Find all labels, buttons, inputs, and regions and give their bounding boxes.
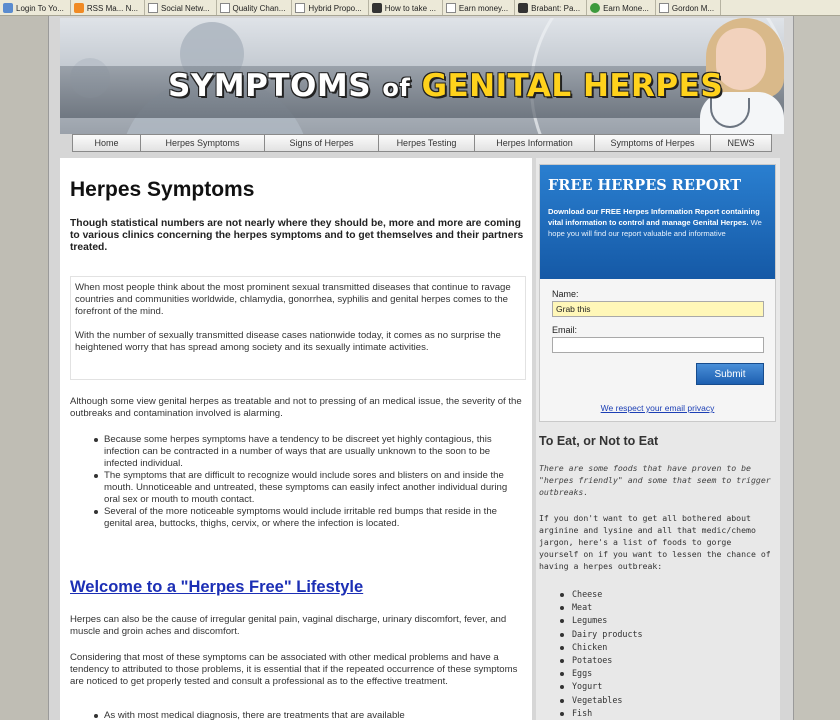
page-icon	[220, 3, 230, 13]
sidebar-note: There are some foods that have proven to be "herpes friendly" and some that seem to trigger outbreaks.	[539, 463, 771, 497]
page-icon	[590, 3, 600, 13]
rss-icon	[74, 3, 84, 13]
report-signup-box	[539, 164, 776, 422]
body-paragraph: Considering that most of these symptoms can be associated with other medical problems and have a tendency to attributed to those problems, it is essential that if the repeated occurrence of these symptoms are noticed to get properly tested and consult a professional as to the effective treatment.	[70, 652, 518, 687]
bookmark-item[interactable]: Brabant: Pa...	[515, 0, 587, 16]
nav-home[interactable]: Home	[73, 135, 141, 151]
sidebar-paragraph: If you don't want to get all bothered about arginine and lysine and all that medic/chemo jargon, here's a list of foods to gorge yourself on if you want to lessen the chance of having a herpes outbreak:	[539, 513, 771, 571]
food-item: Potatoes	[560, 654, 643, 667]
food-item: Meat	[560, 601, 643, 614]
bookmark-item[interactable]: Earn money...	[443, 0, 515, 16]
bookmark-item[interactable]: Login To Yo...	[0, 0, 71, 16]
treatment-list	[94, 710, 524, 720]
food-item: Cheese	[560, 588, 643, 601]
submit-button[interactable]: Submit	[696, 363, 764, 385]
window-edge	[794, 16, 840, 720]
page-icon	[3, 3, 13, 13]
food-item: Vegetables	[560, 694, 643, 707]
nav-symptoms-of-herpes[interactable]: Symptoms of Herpes	[595, 135, 711, 151]
page-icon	[372, 3, 382, 13]
nav-herpes-testing[interactable]: Herpes Testing	[379, 135, 475, 151]
herpes-free-link[interactable]: Welcome to a "Herpes Free" Lifestyle	[70, 578, 364, 596]
bookmark-item[interactable]: Hybrid Propo...	[292, 0, 368, 16]
body-paragraph: Although some view genital herpes as treatable and not to pressing of an medical issue, the severity of the outbreaks and contamination involved is alarming.	[70, 396, 522, 419]
food-item: Legumes	[560, 614, 643, 627]
food-item: Chicken	[560, 641, 643, 654]
page-icon	[295, 3, 305, 13]
nav-news[interactable]: NEWS	[711, 135, 771, 151]
food-list	[560, 588, 643, 720]
sidebar-heading: To Eat, or Not to Eat	[539, 434, 659, 448]
food-item: Yogurt	[560, 680, 643, 693]
body-paragraph: Herpes can also be the cause of irregular genital pain, vaginal discharge, urinary discomfort, fever, and muscle and groin aches and discomfort.	[70, 614, 507, 637]
bookmark-item[interactable]: Gordon M...	[656, 0, 721, 16]
food-item: Fish	[560, 707, 643, 720]
nav-herpes-information[interactable]: Herpes Information	[475, 135, 595, 151]
report-description: Download our FREE Herpes Information Report containing vital information to control and manage Genital Herpes. We hope you will find our report valuable and informative	[548, 207, 762, 238]
bookmark-item[interactable]: How to take ...	[369, 0, 443, 16]
sidebar	[536, 158, 780, 720]
bookmark-item[interactable]: Social Netw...	[145, 0, 216, 16]
list-item: As with most medical diagnosis, there are treatments that are available	[94, 710, 524, 720]
info-paragraph: When most people think about the most prominent sexual transmitted diseases that continue to ravage countries and communities worldwide, chlamydia, gonorrhea, syphilis and genital herpes comes to the forefront of the mind.	[75, 282, 511, 317]
list-item: The symptoms that are difficult to recognize would include sores and blisters on and inside the mouth. Unnoticeable and untreated, these symptoms can easily infect another individual during oral sex or mouth to mouth contact.	[94, 470, 524, 506]
page-icon	[518, 3, 528, 13]
food-item: Eggs	[560, 667, 643, 680]
bookmark-item[interactable]: Quality Chan...	[217, 0, 293, 16]
report-title: FREE HERPES REPORT	[548, 177, 741, 194]
intro-paragraph: Though statistical numbers are not nearly where they should be, more and more are coming to various clinics concerning the herpes symptoms and to get themselves and their partners treated.	[70, 218, 524, 253]
email-field[interactable]	[552, 337, 764, 353]
bookmark-item[interactable]: Earn Mone...	[587, 0, 656, 16]
page-title: Herpes Symptoms	[70, 178, 255, 201]
email-label: Email:	[552, 325, 578, 335]
list-item: Because some herpes symptoms have a tendency to be discreet yet highly contagious, this infection can be contracted in a number of ways that are usually unknown to the soon to be infected individual.	[94, 434, 524, 470]
bookmark-item[interactable]: RSS Ma... N...	[71, 0, 145, 16]
page-icon	[659, 3, 669, 13]
info-box	[70, 276, 526, 380]
list-item: Several of the more noticeable symptoms would include irritable red bumps that reside in the genital area, buttocks, thighs, cervix, or where the infection is located.	[94, 506, 524, 530]
bookmarks-bar	[0, 0, 840, 16]
nav-signs-of-herpes[interactable]: Signs of Herpes	[265, 135, 379, 151]
main-content	[60, 158, 532, 720]
report-header	[540, 165, 775, 279]
info-paragraph: With the number of sexually transmitted disease cases nationwide today, it comes as no surprise the heightened worry that has spread among society and its sexually intimate activities.	[75, 330, 501, 353]
site-title: SYMPTOMS of GENITAL HERPES	[168, 68, 724, 104]
privacy-link[interactable]: We respect your email privacy	[600, 403, 715, 413]
nav-herpes-symptoms[interactable]: Herpes Symptoms	[141, 135, 265, 151]
page-icon	[446, 3, 456, 13]
page-icon	[148, 3, 158, 13]
food-item: Dairy products	[560, 628, 643, 641]
name-label: Name:	[552, 289, 579, 299]
symptom-list	[94, 434, 524, 530]
header-banner	[60, 18, 784, 134]
main-nav	[72, 134, 772, 152]
name-field[interactable]	[552, 301, 764, 317]
